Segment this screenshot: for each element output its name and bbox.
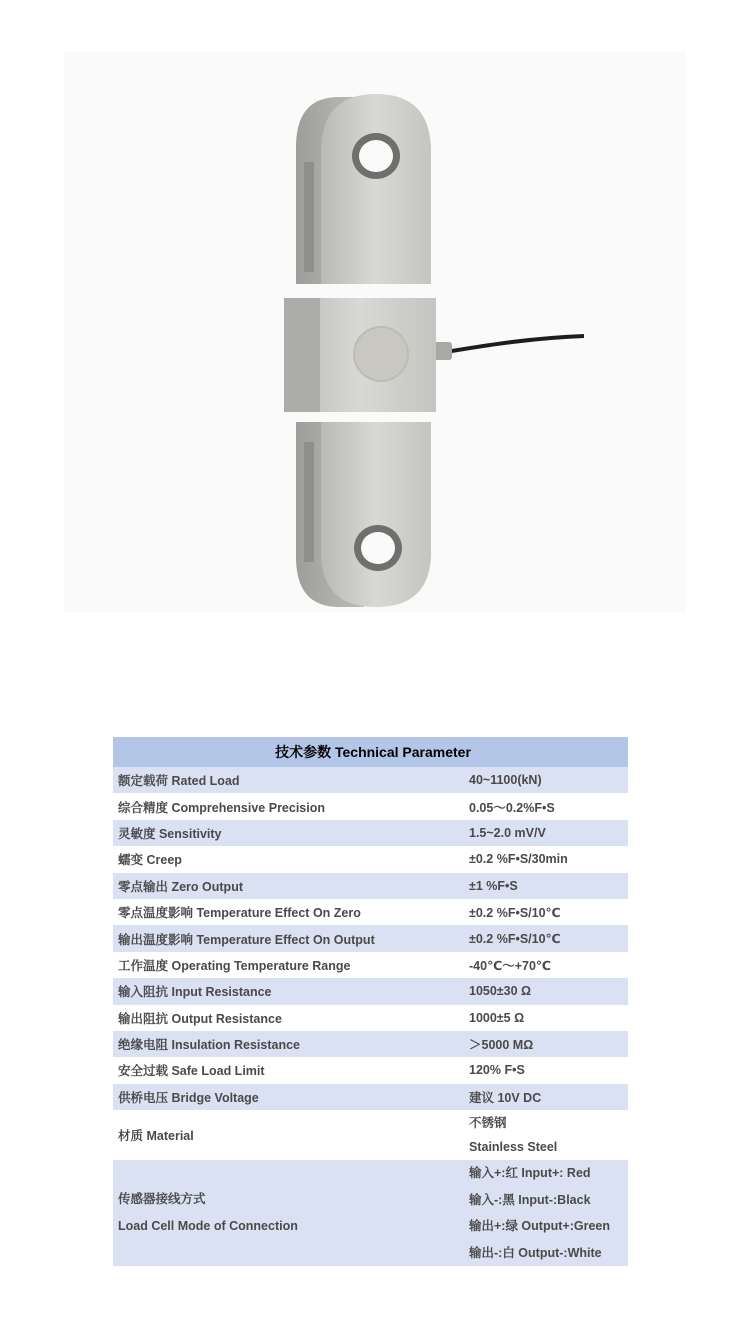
- row-value: -40℃～+70℃: [465, 952, 628, 978]
- table-row: [113, 767, 628, 793]
- table-row: [113, 873, 628, 899]
- row-label: 零点输出 Zero Output: [113, 873, 465, 899]
- row-value: ±1 %F•S: [465, 873, 628, 899]
- connection-label-en: Load Cell Mode of Connection: [118, 1219, 298, 1234]
- row-label: 工作温度 Operating Temperature Range: [113, 952, 465, 978]
- table-row: [113, 793, 628, 819]
- table-row: [113, 978, 628, 1004]
- row-label: 额定载荷 Rated Load: [113, 767, 465, 793]
- connection-label: [113, 1160, 465, 1266]
- table-row: [113, 1057, 628, 1083]
- connection-line: 输入+:红 Input+: Red: [469, 1166, 591, 1181]
- row-label: 输入阻抗 Input Resistance: [113, 978, 465, 1004]
- row-value: 40~1100(kN): [465, 767, 628, 793]
- table-title: 技术参数 Technical Parameter: [113, 737, 628, 767]
- table-row: [113, 952, 628, 978]
- row-value: 0.05～0.2%F•S: [465, 793, 628, 819]
- material-value-cn: 不锈钢: [469, 1116, 507, 1131]
- row-label: 输出温度影响 Temperature Effect On Output: [113, 925, 465, 951]
- load-cell-image: [64, 52, 686, 612]
- technical-parameter-table: [113, 737, 628, 1266]
- material-label: 材质 Material: [113, 1110, 465, 1160]
- material-value-en: Stainless Steel: [469, 1140, 558, 1155]
- product-photo: [64, 52, 686, 612]
- row-value: ±0.2 %F•S/10℃: [465, 899, 628, 925]
- row-value: 1000±5 Ω: [465, 1005, 628, 1031]
- table-row: [113, 846, 628, 872]
- connection-label-cn: 传感器接线方式: [118, 1192, 206, 1207]
- table-row: [113, 899, 628, 925]
- row-label: 综合精度 Comprehensive Precision: [113, 793, 465, 819]
- material-value: [465, 1110, 628, 1160]
- connection-line: 输入-:黑 Input-:Black: [469, 1192, 591, 1207]
- table-row: [113, 1031, 628, 1057]
- row-value: 1050±30 Ω: [465, 978, 628, 1004]
- table-row: [113, 925, 628, 951]
- row-label: 输出阻抗 Output Resistance: [113, 1005, 465, 1031]
- table-row: [113, 820, 628, 846]
- row-value: ＞5000 MΩ: [465, 1031, 628, 1057]
- material-row: [113, 1110, 628, 1160]
- connection-line: 输出-:白 Output-:White: [469, 1245, 602, 1260]
- connection-values: [465, 1160, 628, 1266]
- connection-line: 输出+:绿 Output+:Green: [469, 1219, 610, 1234]
- row-value: 120% F•S: [465, 1057, 628, 1083]
- table-row: [113, 1005, 628, 1031]
- row-value: 1.5~2.0 mV/V: [465, 820, 628, 846]
- row-value: ±0.2 %F•S/30min: [465, 846, 628, 872]
- connection-row: [113, 1160, 628, 1266]
- table-row: [113, 1084, 628, 1110]
- row-label: 灵敏度 Sensitivity: [113, 820, 465, 846]
- row-label: 供桥电压 Bridge Voltage: [113, 1084, 465, 1110]
- row-label: 零点温度影响 Temperature Effect On Zero: [113, 899, 465, 925]
- row-label: 绝缘电阻 Insulation Resistance: [113, 1031, 465, 1057]
- row-value: 建议 10V DC: [465, 1084, 628, 1110]
- row-label: 蠕变 Creep: [113, 846, 465, 872]
- row-value: ±0.2 %F•S/10℃: [465, 925, 628, 951]
- row-label: 安全过载 Safe Load Limit: [113, 1057, 465, 1083]
